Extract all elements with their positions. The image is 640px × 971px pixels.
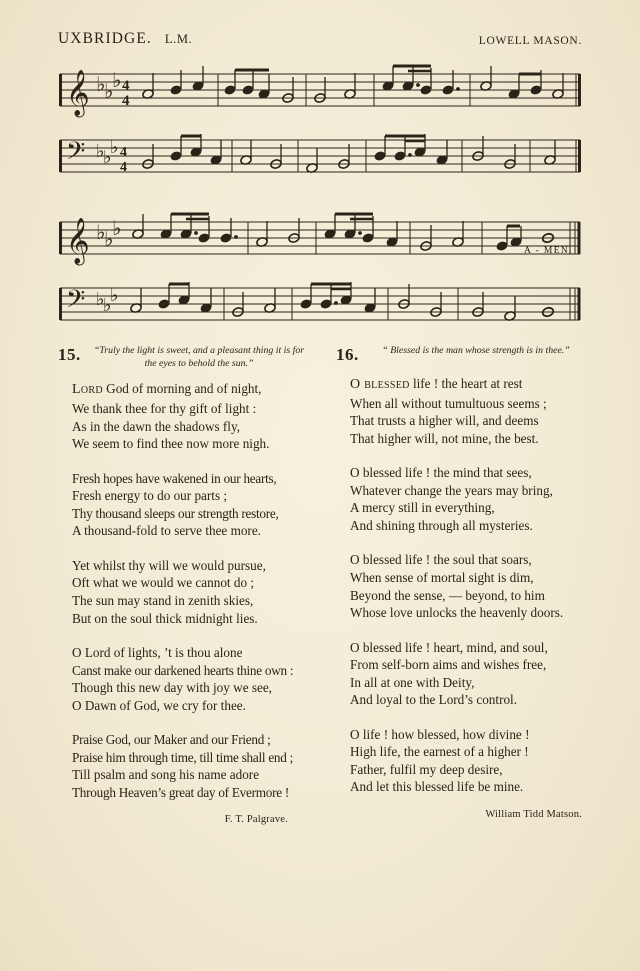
system-1-bass: [58, 128, 582, 186]
hymn-line: A mercy still in everything,: [350, 500, 495, 516]
hymn-15-head: [58, 342, 306, 370]
hymn-16-stanza-5: [336, 726, 582, 796]
tune-title-group: [58, 30, 192, 48]
svg-text:♭: ♭: [103, 295, 112, 316]
hymn-line: And shining through all mysteries.: [350, 517, 533, 533]
hymn-line: A thousand-fold to serve thee more.: [72, 523, 261, 539]
tune-meter: L.M.: [164, 32, 193, 46]
svg-text:♭: ♭: [96, 72, 106, 96]
hymn-15-stanza-1: [58, 380, 306, 452]
hymn-line: When all without tumultuous seems ;: [350, 395, 547, 411]
hymn-line: We seem to find thee now more nigh.: [72, 436, 270, 452]
hymn-line: Whose love unlocks the heavenly doors.: [350, 605, 564, 621]
hymn-line: That trusts a higher will, and deems: [350, 413, 539, 429]
tune-header: [58, 30, 582, 50]
hymn-16-stanza-1: [336, 375, 582, 447]
hymn-line: And loyal to the Lord’s control.: [350, 692, 518, 708]
hymn-line: Yet whilst thy will we would pursue,: [72, 557, 266, 573]
hymn-line: Till psalm and song his name adore: [72, 767, 260, 783]
hymn-15-epigraph: “Truly the light is sweet, and a pleasant thing it is for the eyes to behold the sun.”: [93, 345, 305, 370]
hymn-line: O life ! how blessed, how divine !: [350, 726, 530, 742]
stanza-first-word: O blessed: [350, 377, 410, 392]
hymn-line: As in the dawn the shadows fly,: [72, 418, 240, 434]
system-2-treble: [58, 208, 582, 270]
music-notation: [58, 60, 582, 334]
hymn-line: Though this new day with joy we see,: [72, 680, 272, 696]
hymn-line: Canst make our darkened hearts thine own :: [72, 662, 294, 678]
system-1-treble: [58, 60, 582, 122]
hymn-line: Father, fulfil my deep desire,: [350, 761, 503, 777]
hymn-line: Oft what we would we cannot do ;: [72, 575, 255, 591]
hymn-16-head: [336, 342, 582, 365]
hymn-line: O blessed life ! heart, mind, and soul,: [350, 639, 548, 655]
hymn-line: O Dawn of God, we cry for thee.: [72, 697, 246, 713]
hymn-16-stanza-2: [336, 464, 582, 534]
hymn-15: [58, 342, 320, 825]
hymn-line: But on the soul thick midnight lies.: [72, 610, 258, 626]
svg-text:𝄢: 𝄢: [66, 285, 86, 320]
hymn-line: O blessed life ! the mind that sees,: [350, 465, 532, 481]
hymn-15-stanza-3: [58, 557, 306, 627]
hymn-line: The sun may stand in zenith skies,: [72, 592, 254, 608]
hymn-line: From self-born aims and wishes free,: [350, 657, 547, 673]
svg-text:♭: ♭: [112, 68, 122, 92]
hymn-15-stanza-4: [58, 644, 306, 714]
svg-text:𝄞: 𝄞: [66, 70, 90, 116]
svg-text:♭: ♭: [96, 220, 106, 244]
staff-bass-2: [58, 276, 582, 334]
svg-text:4: 4: [122, 93, 130, 109]
hymn-line: We thank thee for thy gift of light :: [72, 401, 257, 417]
svg-text:♭: ♭: [96, 289, 105, 310]
staff-treble-1: [58, 60, 582, 122]
hymn-16-stanza-4: [336, 639, 582, 709]
hymn-15-author: F. T. Palgrave.: [224, 814, 288, 826]
hymn-line: High life, the earnest of a higher !: [350, 744, 529, 760]
svg-text:4: 4: [120, 145, 127, 160]
hymn-16-stanza-3: [336, 551, 582, 621]
svg-text:♭: ♭: [110, 137, 119, 158]
hymn-line: Praise him through time, till time shall end ;: [72, 749, 294, 765]
hymn-line: Praise God, our Maker and our Friend ;: [72, 732, 271, 748]
hymn-line: And let this blessed life be mine.: [350, 779, 524, 795]
composer-name: LOWELL MASON.: [478, 35, 582, 47]
stanza-first-line-rest: God of morning and of night,: [102, 381, 262, 397]
hymn-line: When sense of mortal sight is dim,: [350, 569, 534, 585]
svg-text:♭: ♭: [103, 147, 112, 168]
hymn-line: Fresh energy to do our parts ;: [72, 488, 228, 504]
hymn-line: Thy thousand sleeps our strength restore,: [72, 505, 279, 521]
hymn-line: O Lord of lights, ’t is thou alone: [72, 645, 243, 661]
svg-text:♭: ♭: [96, 141, 105, 162]
staff-bass-1: [58, 128, 582, 186]
stanza-first-word: Lord: [72, 382, 103, 398]
hymn-16-number: 16.: [336, 345, 359, 364]
svg-text:4: 4: [122, 78, 130, 94]
hymn-line: Beyond the sense, — beyond, to him: [350, 587, 545, 603]
staff-treble-2: [58, 208, 582, 270]
hymn-15-stanza-2: [58, 470, 306, 540]
stanza-first-line-rest: life ! the heart at rest: [409, 376, 523, 391]
svg-text:♭: ♭: [112, 216, 122, 240]
hymn-16-epigraph: “ Blessed is the man whose strength is in thee.”: [382, 345, 570, 356]
tune-name: UXBRIDGE.: [58, 30, 152, 47]
hymn-16: [320, 342, 582, 825]
hymn-line: Fresh hopes have wakened in our hearts,: [72, 470, 277, 486]
hymn-15-stanza-5: [58, 731, 306, 801]
hymn-line: In all at one with Deity,: [350, 674, 475, 690]
hymn-line: Through Heaven’s great day of Evermore !: [72, 784, 290, 800]
svg-text:♭: ♭: [104, 227, 114, 251]
svg-text:4: 4: [120, 160, 127, 175]
amen-label: A - MEN.: [524, 246, 573, 256]
hymn-line: Whatever change the years may bring,: [350, 482, 553, 498]
svg-text:𝄞: 𝄞: [66, 218, 90, 264]
svg-text:𝄢: 𝄢: [66, 137, 86, 172]
hymn-15-number: 15.: [58, 345, 81, 364]
svg-text:♭: ♭: [110, 285, 119, 306]
page-content: [58, 30, 582, 825]
hymn-line: O blessed life ! the soul that soars,: [350, 552, 532, 568]
hymn-text-columns: [58, 342, 582, 825]
hymn-line: That higher will, not mine, the best.: [350, 430, 539, 446]
svg-text:♭: ♭: [104, 79, 114, 103]
hymn-16-author: William Tidd Matson.: [485, 809, 582, 820]
system-2-bass: [58, 276, 582, 334]
